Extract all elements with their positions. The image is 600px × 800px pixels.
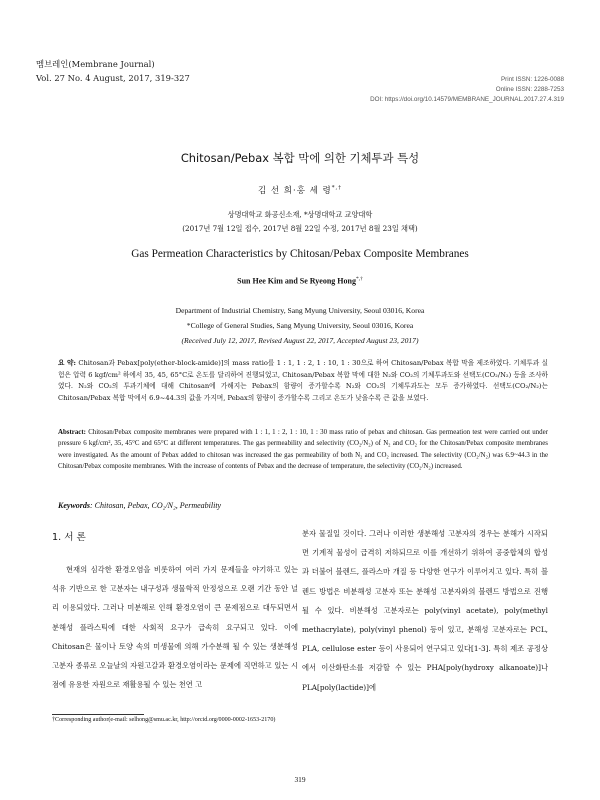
body-column-right [302, 524, 548, 697]
online-issn: Online ISSN: 2288-7253 [495, 85, 564, 93]
dates-english: (Received July 12, 2017, Revised August 22, 2017, Accepted August 23, 2017) [181, 336, 419, 345]
body-paragraph-right: 분자 물질일 것이다. 그러나 이러한 생분해성 고분자의 경우는 분해가 시작되면 기계적 물성이 급격히 저하되므로 이를 개선하기 위하여 공중합체의 합성과 더불어 블렌드, 플라스마 개질 등 다양한 연구가 이루어지고 있다. 특히 블렌드 방법은 비분해성 고분자 또는 분해성 고분자와의 블렌드 방법으로 진행될 수 있다. 비분해성 고분자로는 poly(vinyl acetate), poly(methyl methacrylate), poly(vinyl phenol) 등이 있고, 분해성 고분자로는 PCL, PLA, cellulose ester 등이 사용되어 연구되고 있다[1-3]. 특히 제조 공정상에서 이산화탄소를 저감할 수 있는 PHA[poly(hydroxy alkanoate)]나 PLA[poly(lactide)]에 [302, 529, 548, 692]
affiliation-korean: 상명대학교 화공신소재, *상명대학교 교양대학 [227, 210, 373, 219]
abstract-english-label: Abstract: [58, 429, 86, 436]
page-number: 319 [294, 775, 306, 784]
abstract-korean-label: 요 약: [58, 359, 76, 367]
authors-korean-mark: *,† [331, 185, 343, 192]
abstract-korean [58, 358, 548, 404]
dates-korean: (2017년 7월 12일 접수, 2017년 8월 22일 수정, 2017년 8월 23일 채택) [182, 224, 418, 233]
journal-citation: Vol. 27 No. 4 August, 2017, 319-327 [36, 72, 190, 83]
doi-link[interactable]: DOI: https://doi.org/10.14579/MEMBRANE_JOURNAL.2017.27.4.319 [370, 95, 564, 103]
title-korean: Chitosan/Pebax 복합 막에 의한 기체투과 특성 [180, 151, 420, 165]
section-heading-introduction: 1. 서 론 [52, 532, 86, 543]
affiliation-english-block [0, 303, 600, 348]
keywords-label: Keywords [58, 501, 90, 510]
keywords-text: : Chitosan, Pebax, CO₂/N₂, Permeability [90, 501, 222, 510]
authors-english-names: Sun Hee Kim and Se Ryeong Hong [237, 276, 356, 286]
abstract-english-text: Chitosan/Pebax composite membranes were prepared with 1 : 1, 1 : 2, 1 : 10, 1 : 30 mass ratio of pebax and chitosan. Gas permeation test were carried out under pressure 6 kgf/cm², 35, 45°C and 65°C at different temperatures. The gas permeability and selectivity (CO₂/N₂) of N₂ and CO₂ for the Chitosan/Pebax composite membranes were investigated. As the amount of Pebax added to chitosan was increased the gas permeability of both N₂ and CO₂ increased. The selectivity (CO₂/N₂) was 6.9~44.3 in the Chitosan/Pebax composite membranes. With the increase of contents of Pebax and the decrease of temperature, the selectivity (CO₂/N₂) increased. [58, 429, 548, 471]
journal-header [36, 58, 190, 85]
print-issn: Print ISSN: 1226-0088 [500, 76, 564, 83]
affiliation-korean-block [0, 208, 600, 236]
authors-korean-names: 김 선 희·홍 세 령 [257, 186, 332, 196]
affiliation-english-1: Department of Industrial Chemistry, Sang Myung University, Seoul 03016, Korea [175, 306, 425, 315]
keywords-line [58, 501, 221, 510]
abstract-korean-text: Chitosan과 Pebax[poly(ether-block-amide)]의 mass ratio를 1 : 1, 1 : 2, 1 : 10, 1 : 30으로 하여 Chitosan/Pebax 복합 막을 제조하였다. 기체투과 실험은 압력 6 kgf/cm² 하에서 35, 45, 65°C로 온도를 달리하여 진행되었고, Chitosan/Pebax 복합 막에 대한 N₂와 CO₂의 기체투과도와 선택도(CO₂/N₂) 등을 조사하였다. N₂와 CO₂의 투과기체에 대해 Chitosan에 가해지는 Pebax의 함량이 증가할수록 N₂와 CO₂의 기체투과도는 모두 증가하였다. 선택도(CO₂/N₂)는 Chitosan/Pebax 복합 막에서 6.9~44.3의 값을 가지며, Pebax의 함량이 증가할수록 그리고 온도가 낮을수록 큰 값을 보였다. [58, 359, 548, 402]
corresponding-author-footnote: †Corresponding author(e-mail: selhong@smu.ac.kr, http://orcid.org/0000-0002-1653-2170) [52, 717, 276, 723]
abstract-english [58, 427, 548, 473]
body-column-left [52, 560, 298, 694]
authors-english [0, 276, 600, 286]
journal-name: 멤브레인(Membrane Journal) [36, 59, 155, 69]
authors-english-mark: *,† [355, 276, 363, 282]
footnote-divider [52, 714, 144, 715]
affiliation-english-2: *College of General Studies, Sang Myung University, Seoul 03016, Korea [186, 321, 414, 330]
title-english: Gas Permeation Characteristics by Chitosan/Pebax Composite Membranes [131, 248, 469, 260]
issn-block [370, 75, 564, 104]
body-paragraph-left: 현재의 심각한 환경오염을 비롯하여 여러 가지 문제들을 야기하고 있는 석유 기반으로 한 고분자는 내구성과 생물학적 안정성으로 오랜 기간 동안 널리 이용되었다. 그러나 미분해로 인해 환경오염이 큰 문제점으로 대두되면서 분해성 플라스틱에 대한 사회적 요구가 급속히 요구되고 있다. 이에 Chitosan은 물이나 토양 속의 미생물에 의해 가수분해 될 수 있는 생분해성 고분자 종류로 오늘날의 자원고갈과 환경오염이라는 문제에 직면하고 있는 시점에 유용한 자원으로 재활용될 수 있는 천연 고 [52, 565, 298, 690]
authors-korean [0, 184, 600, 196]
